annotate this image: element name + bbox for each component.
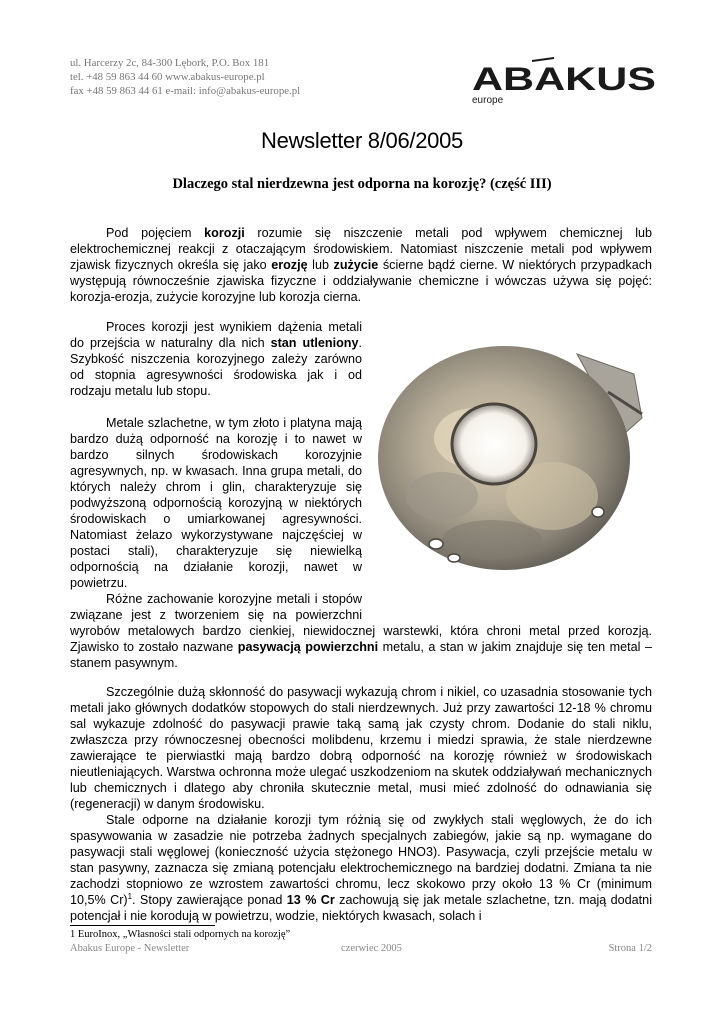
article-subtitle: Dlaczego stal nierdzewna jest odporna na korozję? (część III) [172,176,552,192]
paragraph-stainless-vs-carbon: Stale odporne na działanie korozji tym różnią się od zwykłych stali węglowych, że do ich spasywowania w zasadzie nie potrzeba żadnych specjalnych zabiegów, jakie są np. wymagane do pasywacji stali węglowej (konieczność użycia stężonego HNO3). Pasywacja, czyli przejście metalu w stan pasywny, zaznacza się zmianą potencjału elektrochemicznego na bardziej dodatni. Zmiana ta nie zachodzi stopniowo ze wzrostem zawartości chromu, lecz skokowo przy około 13 % Cr (minimum 10,5% Cr)$^1$. Stopy zawierające ponad 13 % Cr zachowują się jak metale szlachetne, tzn. mają dodatni potencjał i nie korodują w powietrzu, wodzie, niektórych kwasach, solach i [70,813,652,923]
abakus-europe-logo [470,55,660,105]
paragraph-corrosion-definition: Pod pojęciem korozji rozumie się niszczenie metali pod wpływem chemicznej lub elektrochemicznej reakcji z otaczającym środowiskiem. Natomiast niszczenie metali pod wpływem zjawisk fizycznych określa się jako erozję lub zużycie ścierne bądź cierne. W niektórych przypadkach występują równocześnie zjawiska fizyczne i oddziaływanie chemiczne i wówczas używa się pojęć: korozja-erozja, zużycie korozyjne lub korozja cierna. [70,226,652,304]
newsletter-title: Newsletter 8/06/2005 [261,128,463,153]
footnote-ref: 1 [127,891,133,901]
footnote: 1 EuroInox, „Własności stali odpornych na korozję” [70,929,291,940]
footer-left: Abakus Europe - Newsletter [70,943,190,954]
address-line: ul. Harcerzy 2c, 84-300 Lębork, P.O. Box 181 [70,57,270,69]
paragraph-chromium-nickel: Szczególnie dużą skłonność do pasywacji wykazują chrom i nikiel, co uzasadnia stosowanie tych metali jako głównych dodatków stopowych do stali nierdzewnych. Już przy zawartości 12-18 % chromu sal wykazuje zdolność do pasywacji prawie taką samą jak czysty chrom. Dodanie do stali niklu, zwłaszcza przy równoczesnej obecności molibdenu, krzemu i miedzi sprawia, że stale nierdzewne zawierające te pierwiastki mają bardzo dobrą odporność na korozję również w środowiskach nieutleniających. Warstwa ochronna może ulegać uszkodzeniom na skutek oddziaływań mechanicznych lub chemicznych i dlatego aby chroniła skutecznie metal, musi mieć zdolność do odnawiania się (regeneracji) w danym środowisku. [70,685,652,811]
footer-date: czerwiec 2005 [341,943,402,954]
paragraph-passivation: Różne zachowanie korozyjne metali i stopów związane jest z tworzeniem się na powierzchni wyrobów metalowych bardzo cienkiej, niewidocznej warstewki, która chroni metal przed korozją. Zjawisko to zostało nazwane pasywacją powierzchni metalu, a stan w jakim znajduje się ten metal – stanem pasywnym. [70,592,652,670]
logo-wordmark: ABAKUS [472,61,656,97]
corroded-metal-photo [372,326,652,574]
photo-wrap-spacer [362,591,652,614]
text-column-beside-photo [70,319,362,591]
paragraph-oxidation: Proces korozji jest wynikiem dążenia metali do przejścia w naturalny dla nich stan utleniony. Szybkość niszczenia korozyjnego zależy zarówno od stopnia agresywności środowiska jak i od rodzaju metalu lub stopu. [70,320,362,398]
fax-email-line: fax +48 59 863 44 61 e-mail: info@abakus-europe.pl [70,85,301,97]
phone-website-line: tel. +48 59 863 44 60 www.abakus-europe.pl [70,71,265,83]
logo-subtext: europe [472,95,504,105]
paragraph-noble-metals: Metale szlachetne, w tym złoto i platyna mają bardzo dużą odporność na korozję i to nawet w bardzo silnych środowiskach korozyjnie agresywnych, np. w kwasach. Inna grupa metali, do których należy chrom i glin, charakteryzuje się podwyższoną odpornością korozyjną w niektórych środowiskach o umiarkowanej agresywności. Natomiast żelazo wykorzystywane najczęściej w postaci stali), charakteryzuje się niewielką odpornością na działanie korozji, nawet w powietrzu. [70,416,362,590]
company-address [70,56,300,98]
footnote-separator [70,925,215,926]
footer-page-number: Strona 1/2 [608,943,652,954]
